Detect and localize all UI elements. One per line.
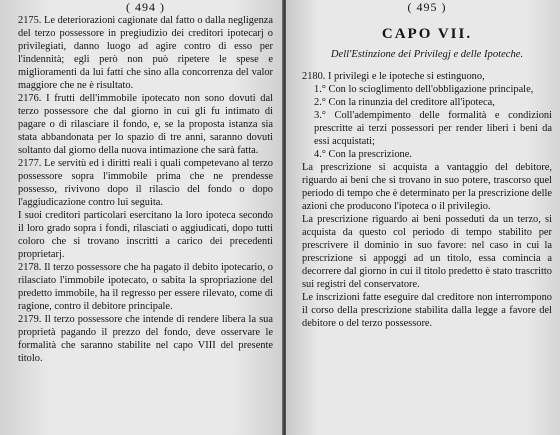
chapter-subtitle: Dell'Estinzione dei Privilegj e delle Ipoteche. [330, 49, 524, 60]
paragraph-2176: 2176. I frutti dell'immobile ipotecato non sono dovuti dal terzo possessore che dal giorno in cui gli fu intimato di pagare o di rilasciare il fondo, e, se la proposta istanza sia stata abbandonata per lo spazio di tre anni, saranno dovuti soltanto dal giorno della nuova intimazione che sarà fatta. [18, 93, 273, 156]
paragraph-2178: 2178. Il terzo possessore che ha pagato il debito ipotecario, o rilasciato l'immobile ipotecato, o sabita la spropriazione del predetto immobile, ha il regresso per essere rilevato, come di ragione, contro il debitore principale. [18, 262, 273, 312]
paragraph-creditori-particolari: I suoi creditori particolari esercitano la loro ipoteca secondo il loro grado sopra i fondi, rilasciati o aggiudicati, dopo tutti coloro che si trovano inscritti a carico dei precedenti proprietarj. [18, 210, 273, 260]
paragraph-prescrizione-debitore: La prescrizione si acquista a vantaggio del debitore, riguardo ai beni che si trovano in suo potere, trascorso quel periodo di tempo che è determinato per la prescrizione delle azioni che producono l'ipoteca o il privilegio. [302, 162, 552, 212]
list-item-3: 3.° Coll'adempimento delle formalità e condizioni prescritte ai terzi possessori per render liberi i beni da essi acquistati; [314, 110, 552, 147]
paragraph-2179: 2179. Il terzo possessore che intende di rendere libera la sua proprietà pagando il prezzo del fondo, deve osservare le formalità che saranno stabilite nel capo VIII del presente titolo. [18, 314, 273, 364]
left-page-number: ( 494 ) [126, 0, 165, 14]
list-item-1: 1.° Con lo scioglimento dell'obbligazione principale, [314, 84, 534, 95]
list-item-4: 4.° Con la prescrizione. [314, 149, 412, 160]
right-page [286, 0, 560, 435]
paragraph-2180: 2180. I privilegi e le ipoteche si estinguono, [302, 71, 485, 82]
list-item-2: 2.° Con la rinunzia del creditore all'ipoteca, [314, 97, 495, 108]
left-page-body [18, 14, 273, 365]
right-page-number: ( 495 ) [407, 0, 447, 14]
paragraph-2177: 2177. Le servitù ed i diritti reali i quali competevano al terzo possessore sopra l'immobile prima che ne prendesse possesso, rivivono dopo il rilascio del fondo o dopo l'aggiudicazione contro lui seguita. [18, 158, 273, 208]
paragraph-inscrizioni: Le inscrizioni fatte eseguire dal creditore non interrompono il corso della prescrizione stabilita dalla legge a favore del debitore o del terzo possessore. [302, 292, 552, 329]
paragraph-2175: 2175. Le deteriorazioni cagionate dal fatto o dalla negligenza del terzo possessore in pregiudizio dei creditori ipotecarj o privilegiati, danno luogo ad agire contro di esso per l'indennità; egli però non può ripetere le spese e miglioramenti da lui fatti che sino alla concorrenza del valor maggiore che ne è risultato. [18, 15, 273, 91]
chapter-title: CAPO VII. [381, 26, 473, 42]
paragraph-prescrizione-terzo: La prescrizione riguardo ai beni posseduti da un terzo, si acquista da questo col periodo di tempo stabilito per prescrivere il dominio in suo favore: nel caso in cui la prescrizione si appoggi ad un titolo, essa comincia a decorrere dal giorno in cui il titolo predetto è stato trascritto sui registri del conservatore. [302, 214, 552, 290]
right-page-body [302, 70, 552, 330]
